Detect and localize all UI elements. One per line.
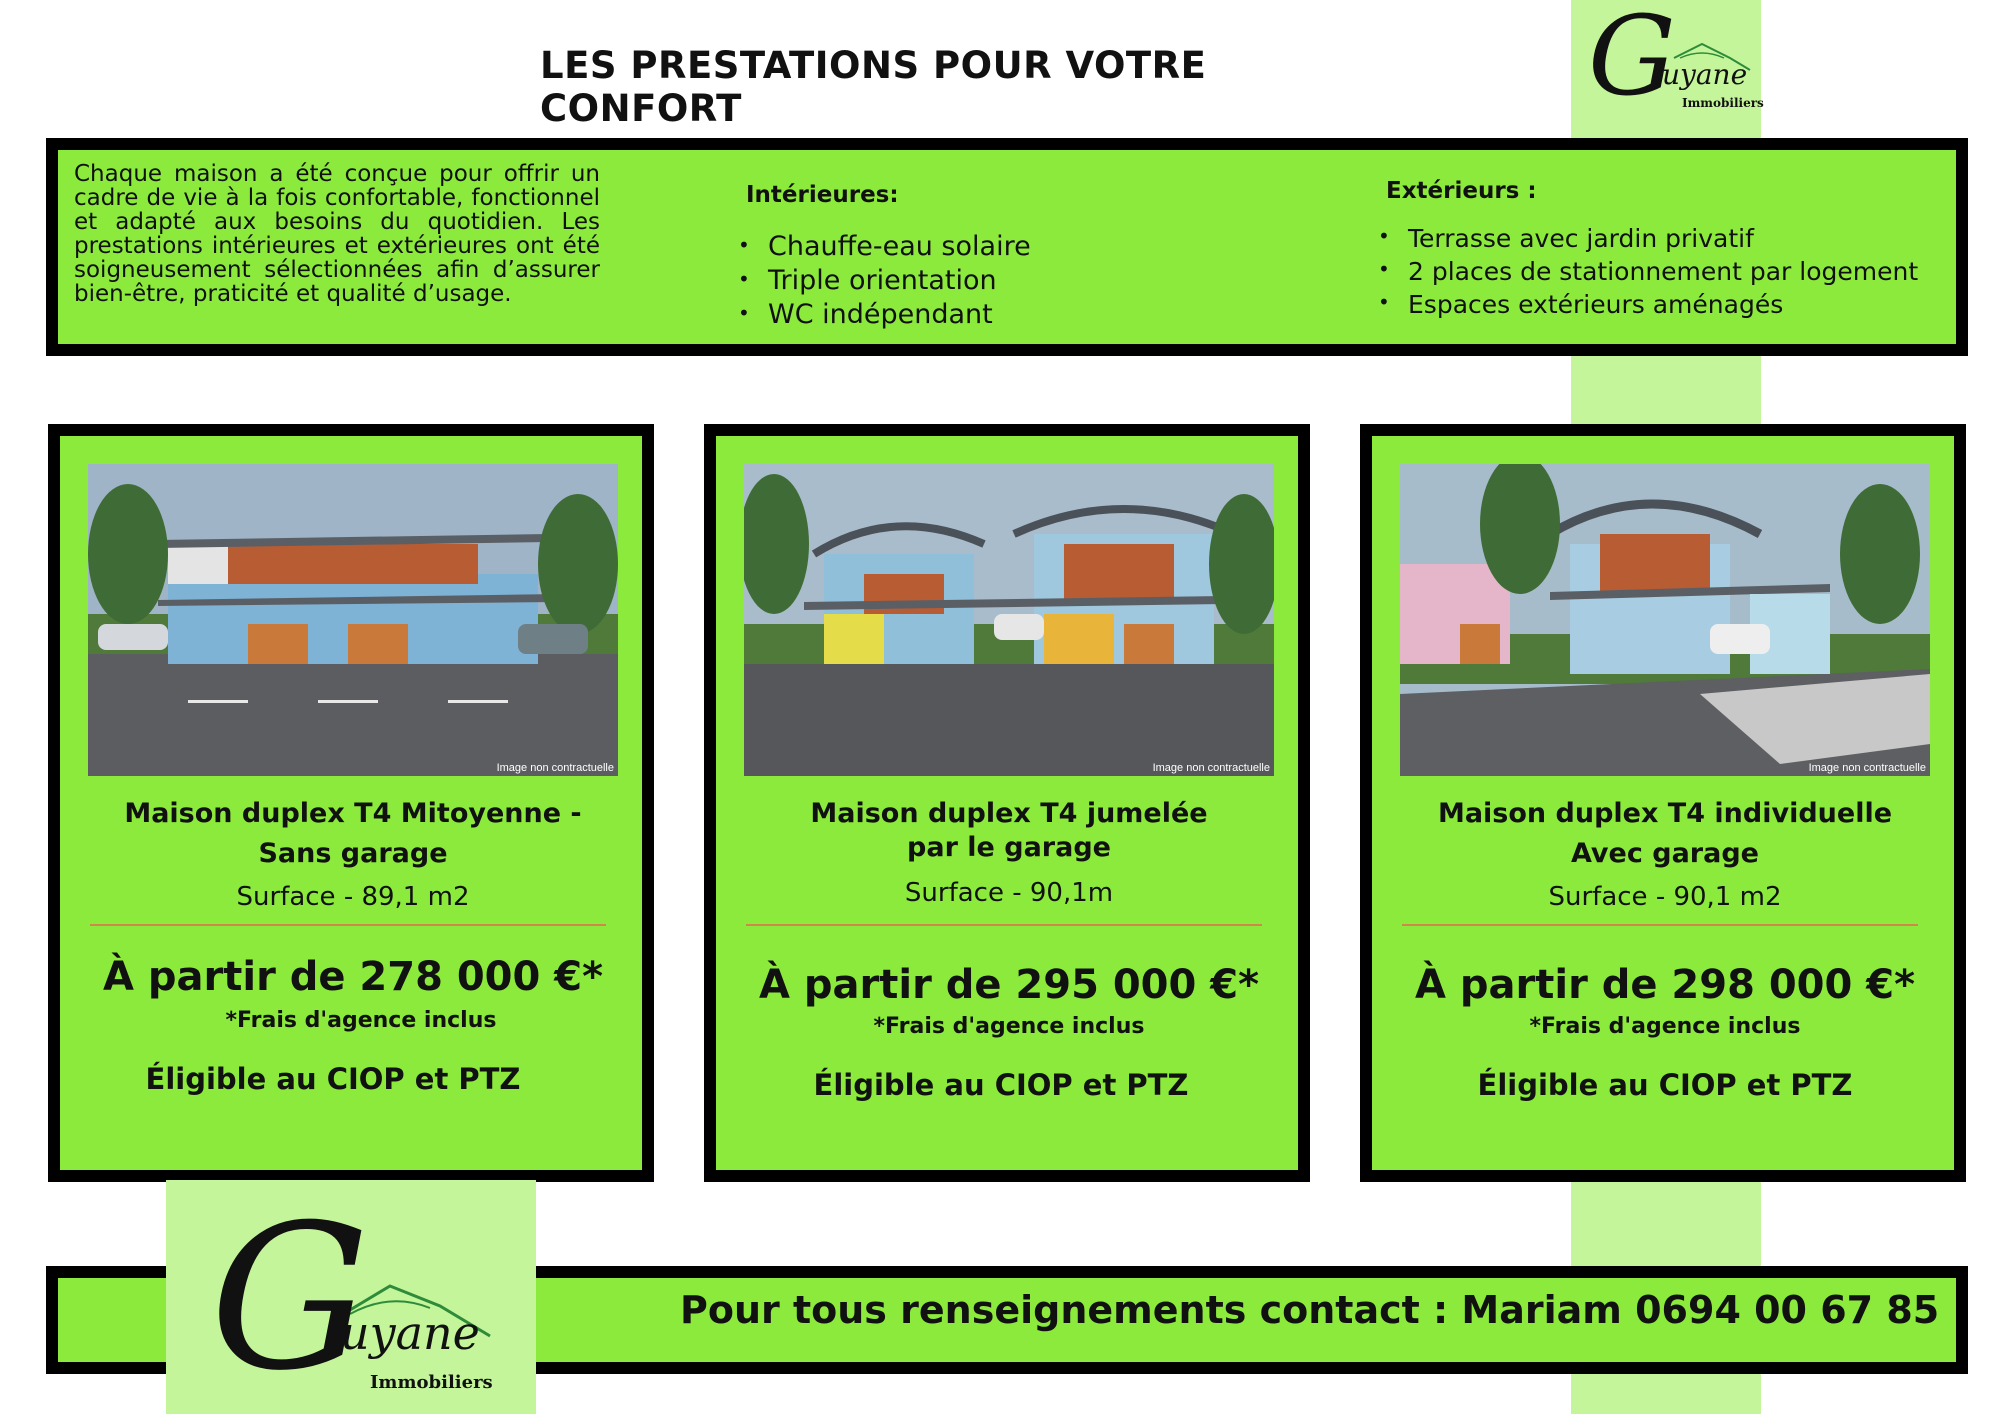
card-eligible: Éligible au CIOP et PTZ: [813, 1068, 1189, 1102]
house-illustration: [1400, 464, 1930, 776]
house-illustration: [744, 464, 1274, 776]
list-item: • Chauffe-eau solaire: [738, 230, 1031, 264]
card-surface: Surface - 89,1 m2: [236, 882, 470, 912]
house-card-individuelle: [1360, 424, 1966, 1182]
card-price: À partir de 295 000 €*: [759, 962, 1259, 1008]
logo-bottom: [190, 1182, 510, 1415]
list-item: • WC indépendant: [738, 298, 1031, 332]
card-surface: Surface - 90,1m: [904, 878, 1114, 908]
card-name-line2: Avec garage: [1571, 838, 1759, 869]
card-name-line1: Maison duplex T4 jumelée: [810, 798, 1208, 829]
photo-note: Image non contractuelle: [1152, 762, 1270, 774]
card-surface: Surface - 90,1 m2: [1548, 882, 1782, 912]
card-fees: *Frais d'agence inclus: [225, 1008, 497, 1033]
logo-subtitle: Immobiliers: [1682, 96, 1764, 110]
house-card-mitoyenne: [48, 424, 654, 1182]
card-price: À partir de 298 000 €*: [1415, 962, 1915, 1008]
interieures-title: Intérieures:: [746, 182, 899, 208]
photo-note: Image non contractuelle: [1808, 762, 1926, 774]
house-card-jumelee: [704, 424, 1310, 1182]
card-name-line1: Maison duplex T4 Mitoyenne -: [124, 798, 582, 829]
card-eligible: Éligible au CIOP et PTZ: [145, 1062, 521, 1096]
list-item: • Terrasse avec jardin privatif: [1378, 222, 1918, 255]
house-illustration: [88, 464, 618, 776]
contact-text: Pour tous renseignements contact : Mariam 0694 00 67 85: [680, 1288, 1940, 1332]
card-name-line1: Maison duplex T4 individuelle: [1437, 798, 1893, 829]
logo-word: uyane: [340, 1306, 480, 1360]
logo-word: uyane: [1662, 58, 1748, 91]
card-name-line2: par le garage: [907, 832, 1111, 863]
logo-letter: G: [210, 1182, 370, 1415]
house-photo: [744, 464, 1274, 776]
card-fees: *Frais d'agence inclus: [873, 1014, 1145, 1039]
card-fees: *Frais d'agence inclus: [1529, 1014, 1801, 1039]
exterieurs-title: Extérieurs :: [1386, 178, 1537, 204]
logo-subtitle: Immobiliers: [370, 1372, 493, 1393]
house-photo: [1400, 464, 1930, 776]
photo-note: Image non contractuelle: [496, 762, 614, 774]
intro-text: Chaque maison a été conçue pour offrir un cadre de vie à la fois confortable, fonctionnel et adapté aux besoins du quotidien. Les prestations intérieures et extérieures ont été soigneusement sélectionnées afin d’assurer bien-être, praticité et qualité d’usage.: [74, 161, 600, 307]
card-price: À partir de 278 000 €*: [103, 954, 603, 1000]
card-eligible: Éligible au CIOP et PTZ: [1477, 1068, 1853, 1102]
logo-letter: G: [1588, 0, 1676, 120]
logo-top: [1578, 0, 1764, 138]
card-divider: [1402, 924, 1918, 926]
card-divider: [90, 924, 606, 926]
interieures-list: [738, 230, 1031, 332]
card-divider: [746, 924, 1262, 926]
exterieurs-list: [1378, 222, 1918, 321]
page-title: LES PRESTATIONS POUR VOTRE CONFORT: [540, 44, 1207, 130]
list-item: • Triple orientation: [738, 264, 1031, 298]
card-name-line2: Sans garage: [258, 838, 448, 869]
list-item: • 2 places de stationnement par logement: [1378, 255, 1918, 288]
list-item: • Espaces extérieurs aménagés: [1378, 288, 1918, 321]
house-photo: [88, 464, 618, 776]
